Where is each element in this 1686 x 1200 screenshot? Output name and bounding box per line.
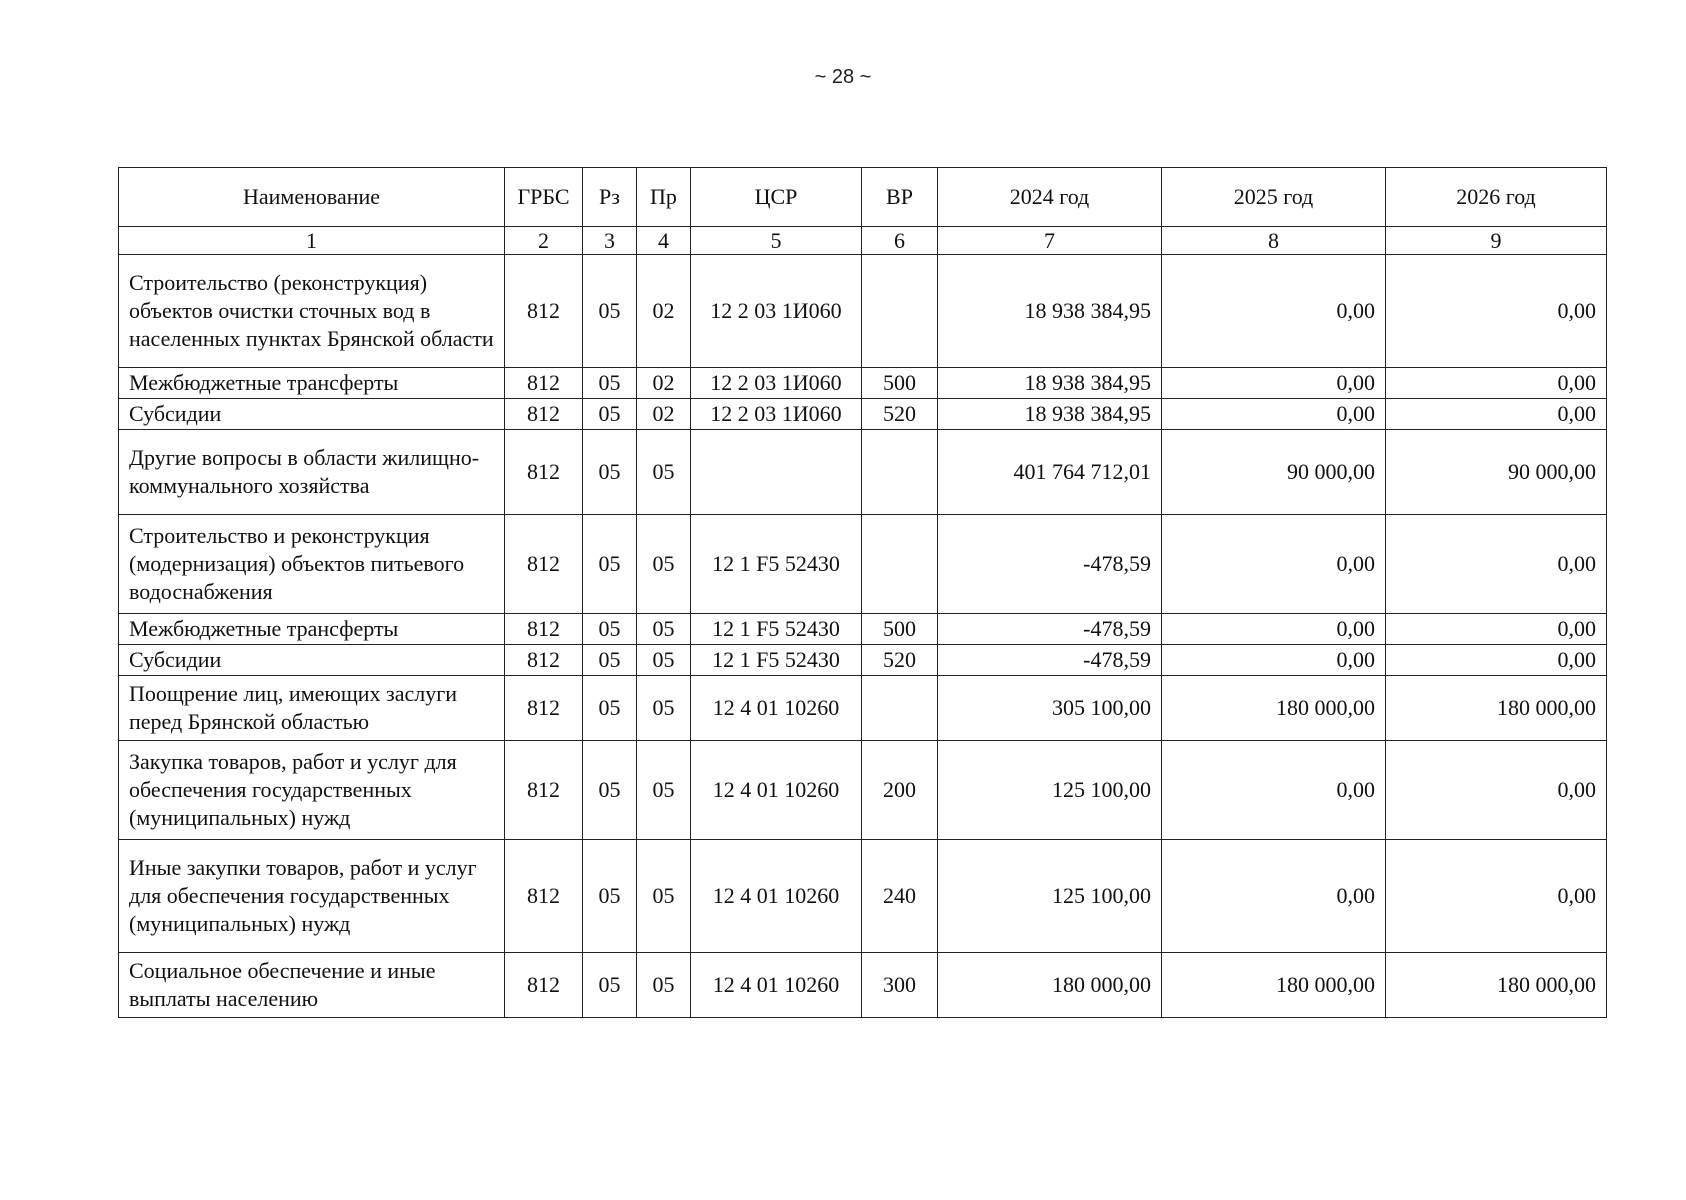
grbs-cell: 812 (505, 953, 583, 1018)
grbs-cell: 812 (505, 645, 583, 676)
column-number: 7 (938, 227, 1162, 255)
table-row (119, 840, 1607, 953)
rz-cell: 05 (583, 840, 637, 953)
row-name: Субсидии (119, 645, 505, 676)
grbs-cell: 812 (505, 741, 583, 840)
column-number: 5 (691, 227, 862, 255)
amount-2026-cell: 90 000,00 (1386, 430, 1607, 515)
amount-2026-cell: 0,00 (1386, 255, 1607, 368)
rz-cell: 05 (583, 399, 637, 430)
pr-cell: 05 (637, 614, 691, 645)
amount-2024-cell: 125 100,00 (938, 840, 1162, 953)
table-row (119, 614, 1607, 645)
row-name: Иные закупки товаров, работ и услуг для обеспечения государственных (муниципальных) нужд (119, 840, 505, 953)
csr-cell: 12 1 F5 52430 (691, 515, 862, 614)
grbs-cell: 812 (505, 368, 583, 399)
row-name: Другие вопросы в области жилищно-коммунального хозяйства (119, 430, 505, 515)
amount-2024-cell: -478,59 (938, 614, 1162, 645)
vr-cell (862, 515, 938, 614)
csr-cell: 12 4 01 10260 (691, 840, 862, 953)
pr-cell: 02 (637, 255, 691, 368)
amount-2025-cell: 180 000,00 (1162, 676, 1386, 741)
amount-2026-cell: 0,00 (1386, 614, 1607, 645)
rz-cell: 05 (583, 255, 637, 368)
amount-2026-cell: 180 000,00 (1386, 953, 1607, 1018)
column-number: 6 (862, 227, 938, 255)
column-number: 1 (119, 227, 505, 255)
amount-2025-cell: 0,00 (1162, 741, 1386, 840)
row-name: Межбюджетные трансферты (119, 614, 505, 645)
amount-2024-cell: -478,59 (938, 645, 1162, 676)
amount-2024-cell: 18 938 384,95 (938, 255, 1162, 368)
rz-cell: 05 (583, 676, 637, 741)
pr-cell: 02 (637, 399, 691, 430)
column-number: 8 (1162, 227, 1386, 255)
csr-cell: 12 1 F5 52430 (691, 614, 862, 645)
column-header: Пр (637, 168, 691, 227)
vr-cell (862, 676, 938, 741)
csr-cell: 12 2 03 1И060 (691, 255, 862, 368)
amount-2026-cell: 0,00 (1386, 645, 1607, 676)
csr-cell: 12 2 03 1И060 (691, 399, 862, 430)
table-row (119, 255, 1607, 368)
csr-cell: 12 1 F5 52430 (691, 645, 862, 676)
amount-2025-cell: 0,00 (1162, 399, 1386, 430)
header-row (119, 168, 1607, 227)
rz-cell: 05 (583, 645, 637, 676)
pr-cell: 05 (637, 741, 691, 840)
pr-cell: 02 (637, 368, 691, 399)
amount-2026-cell: 180 000,00 (1386, 676, 1607, 741)
amount-2025-cell: 0,00 (1162, 515, 1386, 614)
pr-cell: 05 (637, 676, 691, 741)
table-row (119, 741, 1607, 840)
pr-cell: 05 (637, 840, 691, 953)
amount-2025-cell: 0,00 (1162, 368, 1386, 399)
amount-2026-cell: 0,00 (1386, 368, 1607, 399)
rz-cell: 05 (583, 430, 637, 515)
row-name: Социальное обеспечение и иные выплаты населению (119, 953, 505, 1018)
csr-cell: 12 4 01 10260 (691, 676, 862, 741)
table-row (119, 399, 1607, 430)
column-number: 9 (1386, 227, 1607, 255)
row-name: Субсидии (119, 399, 505, 430)
amount-2025-cell: 0,00 (1162, 645, 1386, 676)
grbs-cell: 812 (505, 255, 583, 368)
column-header: ГРБС (505, 168, 583, 227)
pr-cell: 05 (637, 430, 691, 515)
vr-cell (862, 430, 938, 515)
amount-2024-cell: 305 100,00 (938, 676, 1162, 741)
vr-cell: 500 (862, 368, 938, 399)
amount-2024-cell: 125 100,00 (938, 741, 1162, 840)
csr-cell: 12 2 03 1И060 (691, 368, 862, 399)
row-name: Строительство (реконструкция) объектов очистки сточных вод в населенных пунктах Брянской области (119, 255, 505, 368)
grbs-cell: 812 (505, 840, 583, 953)
column-number: 3 (583, 227, 637, 255)
amount-2025-cell: 180 000,00 (1162, 953, 1386, 1018)
column-header: Наименование (119, 168, 505, 227)
rz-cell: 05 (583, 614, 637, 645)
column-header: 2026 год (1386, 168, 1607, 227)
grbs-cell: 812 (505, 430, 583, 515)
row-name: Строительство и реконструкция (модернизация) объектов питьевого водоснабжения (119, 515, 505, 614)
amount-2024-cell: 18 938 384,95 (938, 368, 1162, 399)
vr-cell: 520 (862, 645, 938, 676)
vr-cell (862, 255, 938, 368)
vr-cell: 500 (862, 614, 938, 645)
table-row (119, 515, 1607, 614)
row-name: Закупка товаров, работ и услуг для обеспечения государственных (муниципальных) нужд (119, 741, 505, 840)
table-row (119, 676, 1607, 741)
table-row (119, 368, 1607, 399)
column-header: 2025 год (1162, 168, 1386, 227)
rz-cell: 05 (583, 741, 637, 840)
amount-2026-cell: 0,00 (1386, 741, 1607, 840)
vr-cell: 240 (862, 840, 938, 953)
amount-2026-cell: 0,00 (1386, 515, 1607, 614)
column-header: 2024 год (938, 168, 1162, 227)
vr-cell: 300 (862, 953, 938, 1018)
pr-cell: 05 (637, 953, 691, 1018)
amount-2025-cell: 90 000,00 (1162, 430, 1386, 515)
amount-2024-cell: 180 000,00 (938, 953, 1162, 1018)
amount-2024-cell: 401 764 712,01 (938, 430, 1162, 515)
csr-cell: 12 4 01 10260 (691, 741, 862, 840)
amount-2024-cell: -478,59 (938, 515, 1162, 614)
vr-cell: 200 (862, 741, 938, 840)
amount-2025-cell: 0,00 (1162, 614, 1386, 645)
amount-2025-cell: 0,00 (1162, 840, 1386, 953)
amount-2024-cell: 18 938 384,95 (938, 399, 1162, 430)
table-row (119, 645, 1607, 676)
amount-2025-cell: 0,00 (1162, 255, 1386, 368)
grbs-cell: 812 (505, 614, 583, 645)
pr-cell: 05 (637, 515, 691, 614)
page-number: ~ 28 ~ (814, 66, 872, 88)
grbs-cell: 812 (505, 676, 583, 741)
rz-cell: 05 (583, 953, 637, 1018)
amount-2026-cell: 0,00 (1386, 840, 1607, 953)
grbs-cell: 812 (505, 399, 583, 430)
budget-table (118, 167, 1607, 1018)
column-number: 2 (505, 227, 583, 255)
amount-2026-cell: 0,00 (1386, 399, 1607, 430)
table-row (119, 430, 1607, 515)
pr-cell: 05 (637, 645, 691, 676)
csr-cell (691, 430, 862, 515)
rz-cell: 05 (583, 515, 637, 614)
vr-cell: 520 (862, 399, 938, 430)
column-header: Рз (583, 168, 637, 227)
column-number-row (119, 227, 1607, 255)
grbs-cell: 812 (505, 515, 583, 614)
column-header: ЦСР (691, 168, 862, 227)
row-name: Межбюджетные трансферты (119, 368, 505, 399)
csr-cell: 12 4 01 10260 (691, 953, 862, 1018)
column-header: ВР (862, 168, 938, 227)
row-name: Поощрение лиц, имеющих заслуги перед Брянской областью (119, 676, 505, 741)
table-row (119, 953, 1607, 1018)
column-number: 4 (637, 227, 691, 255)
rz-cell: 05 (583, 368, 637, 399)
